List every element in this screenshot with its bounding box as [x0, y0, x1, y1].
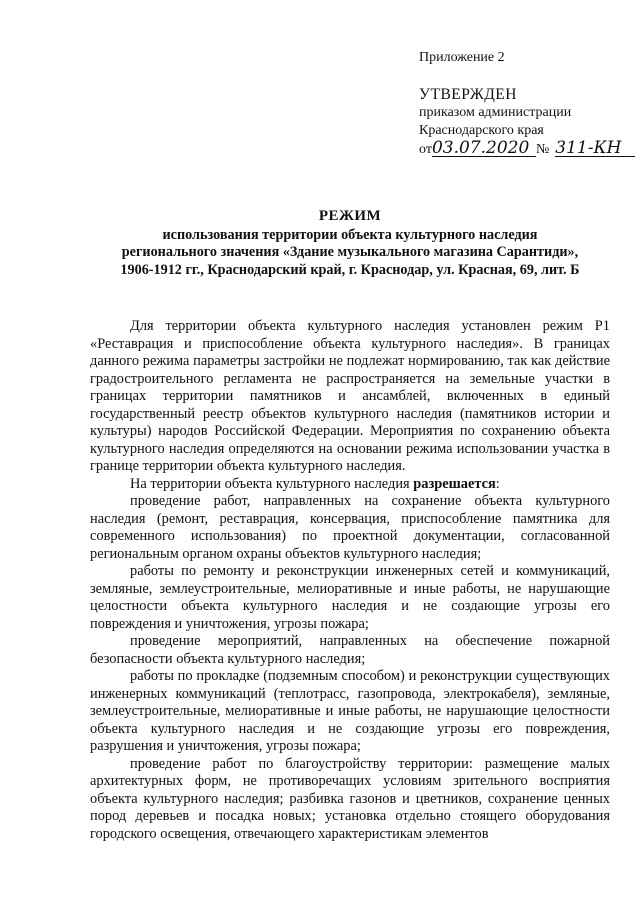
from-label: от	[419, 142, 432, 157]
heading-line-1: использования территории объекта культурного наследия	[162, 226, 538, 243]
approval-line-2: Краснодарского края	[419, 123, 544, 138]
handwritten-number: 311-КН	[555, 140, 635, 157]
list-item-landscaping: проведение работ по благоустройству территории: размещение малых архитектурных форм, не противоречащих условиям зрительного восприятия объекта культурного наследия; разбивка газонов и цветников, сохранение ценных пород деревьев и посадка новых; установка отдельно стоящего оборудования городского освещения, отвечающего характеристикам элементов	[90, 755, 610, 842]
approval-line-1: приказом администрации	[419, 105, 572, 120]
list-item-fire-safety: проведение мероприятий, направленных на обеспечение пожарной безопасности объекта культурного наследия;	[90, 633, 610, 667]
document-body	[90, 318, 610, 843]
document-heading	[60, 208, 639, 279]
list-item-engineering-networks: работы по ремонту и реконструкции инженерных сетей и коммуникаций, земляные, землеустроительные, мелиоративные и иные работы, не нарушающие целостности объекта культурного наследия и не создающие угрозы его повреждения и уничтожения, угрозы пожара;	[90, 563, 610, 632]
list-item-underground-utilities: работы по прокладке (подземным способом) и реконструкции существующих инженерных коммуникаций (теплотрасс, газопровода, электрокабеля), земляные, землеустроительные, мелиоративные и иные работы, не нарушающие целостности объекта культурного наследия и не создающие угрозы его повреждения, разрушения и уничтожения, угрозы пожара;	[90, 668, 610, 754]
allowed-colon: :	[495, 475, 500, 492]
paragraph-allowed-intro	[90, 476, 610, 494]
paragraph-regime: Для территории объекта культурного наследия установлен режим Р1 «Реставрация и приспособление объекта культурного наследия». В границах данного режима параметры застройки не подлежат нормированию, так как действие градостроительного регламента не распространяется на земельные участки в границах территории памятников и ансамблей, включенных в единый государственный реестр объектов культурного наследия (памятников истории и культуры) народов Российской Федерации. Мероприятия по сохранению объекта культурного наследия определяются на основании режима использовании участка в границе территории объекта культурного наследия.	[90, 318, 610, 474]
approved-title: УТВЕРЖДЕН	[419, 86, 517, 103]
number-label: №	[535, 142, 550, 157]
heading-title: РЕЖИМ	[318, 208, 382, 224]
appendix-label: Приложение 2	[419, 50, 505, 65]
handwritten-date: 03.07.2020	[432, 140, 536, 157]
allowed-intro-text: На территории объекта культурного наследия	[130, 475, 414, 492]
list-item-conservation: проведение работ, направленных на сохранение объекта культурного наследия (ремонт, реставрация, консервация, приспособление памятника для современного использования) по проектной документации, согласованной региональным органом охраны объектов культурного наследия;	[90, 493, 610, 562]
approval-date-number-row	[419, 140, 635, 159]
allowed-bold-word: разрешается	[413, 475, 496, 492]
heading-line-3: 1906-1912 гг., Краснодарский край, г. Краснодар, ул. Красная, 69, лит. Б	[120, 261, 580, 278]
heading-line-2: регионального значения «Здание музыкального магазина Сарантиди»,	[121, 244, 579, 261]
approval-block	[419, 86, 635, 159]
